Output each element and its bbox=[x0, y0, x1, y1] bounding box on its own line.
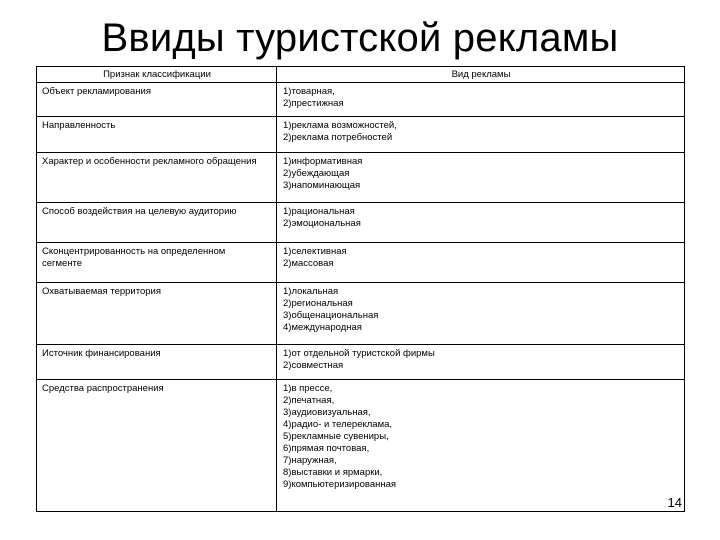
table-row bbox=[37, 380, 685, 512]
type-line: 1)товарная, bbox=[283, 86, 335, 97]
types-cell bbox=[277, 153, 685, 203]
criterion-line: Объект рекламирования bbox=[42, 86, 151, 97]
type-line: 1)рациональная bbox=[283, 206, 355, 217]
type-line: 3)напоминающая bbox=[283, 180, 361, 191]
table-row bbox=[37, 203, 685, 243]
criterion-line: Сконцентрированность на определенном bbox=[42, 246, 226, 257]
criterion-cell bbox=[37, 380, 277, 512]
types-cell bbox=[277, 380, 685, 512]
type-line: 7)наружная, bbox=[283, 455, 337, 466]
table-row bbox=[37, 83, 685, 117]
type-line: 2)печатная, bbox=[283, 395, 335, 406]
types-cell bbox=[277, 345, 685, 380]
criterion-cell bbox=[37, 83, 277, 117]
criterion-cell bbox=[37, 345, 277, 380]
type-line: 1)локальная bbox=[283, 286, 339, 297]
type-line: 1)в прессе, bbox=[283, 383, 333, 394]
criterion-line: сегменте bbox=[42, 258, 83, 269]
slide-title: Ввиды туристской рекламы bbox=[101, 16, 619, 60]
criterion-line: Охватываемая территория bbox=[42, 286, 161, 297]
table-row bbox=[37, 283, 685, 345]
table-row bbox=[37, 243, 685, 283]
table-row bbox=[37, 117, 685, 153]
type-line: 2)эмоциональная bbox=[283, 218, 361, 229]
type-line: 4)радио- и телереклама, bbox=[283, 419, 393, 430]
page-number: 14 bbox=[667, 495, 682, 510]
criterion-cell bbox=[37, 117, 277, 153]
table-header-row bbox=[37, 67, 685, 83]
type-line: 1)реклама возможностей, bbox=[283, 120, 397, 131]
header-ad-type: Вид рекламы bbox=[277, 67, 685, 83]
criterion-line: Средства распространения bbox=[42, 383, 164, 394]
criterion-cell bbox=[37, 243, 277, 283]
type-line: 3)общенациональная bbox=[283, 310, 379, 321]
types-cell bbox=[277, 243, 685, 283]
header-criterion: Признак классификации bbox=[37, 67, 277, 83]
types-cell bbox=[277, 117, 685, 153]
type-line: 3)аудиовизуальная, bbox=[283, 407, 371, 418]
type-line: 4)международная bbox=[283, 322, 362, 333]
type-line: 2)убеждающая bbox=[283, 168, 350, 179]
types-cell bbox=[277, 83, 685, 117]
type-line: 2)престижная bbox=[283, 98, 344, 109]
classification-table bbox=[36, 66, 685, 512]
table-row bbox=[37, 153, 685, 203]
type-line: 5)рекламные сувениры, bbox=[283, 431, 389, 442]
types-cell bbox=[277, 283, 685, 345]
type-line: 8)выставки и ярмарки, bbox=[283, 467, 383, 478]
table-row bbox=[37, 345, 685, 380]
type-line: 2)реклама потребностей bbox=[283, 132, 393, 143]
type-line: 1)информативная bbox=[283, 156, 363, 167]
criterion-line: Источник финансирования bbox=[42, 348, 161, 359]
criterion-cell bbox=[37, 283, 277, 345]
type-line: 2)совместная bbox=[283, 360, 344, 371]
criterion-line: Характер и особенности рекламного обращения bbox=[42, 156, 257, 167]
criterion-line: Направленность bbox=[42, 120, 116, 131]
type-line: 1)селективная bbox=[283, 246, 347, 257]
type-line: 2)массовая bbox=[283, 258, 334, 269]
type-line: 9)компьютеризированная bbox=[283, 479, 397, 490]
criterion-cell bbox=[37, 153, 277, 203]
type-line: 6)прямая почтовая, bbox=[283, 443, 370, 454]
types-cell bbox=[277, 203, 685, 243]
type-line: 1)от отдельной туристской фирмы bbox=[283, 348, 435, 359]
type-line: 2)региональная bbox=[283, 298, 353, 309]
criterion-cell bbox=[37, 203, 277, 243]
criterion-line: Способ воздействия на целевую аудиторию bbox=[42, 206, 237, 217]
